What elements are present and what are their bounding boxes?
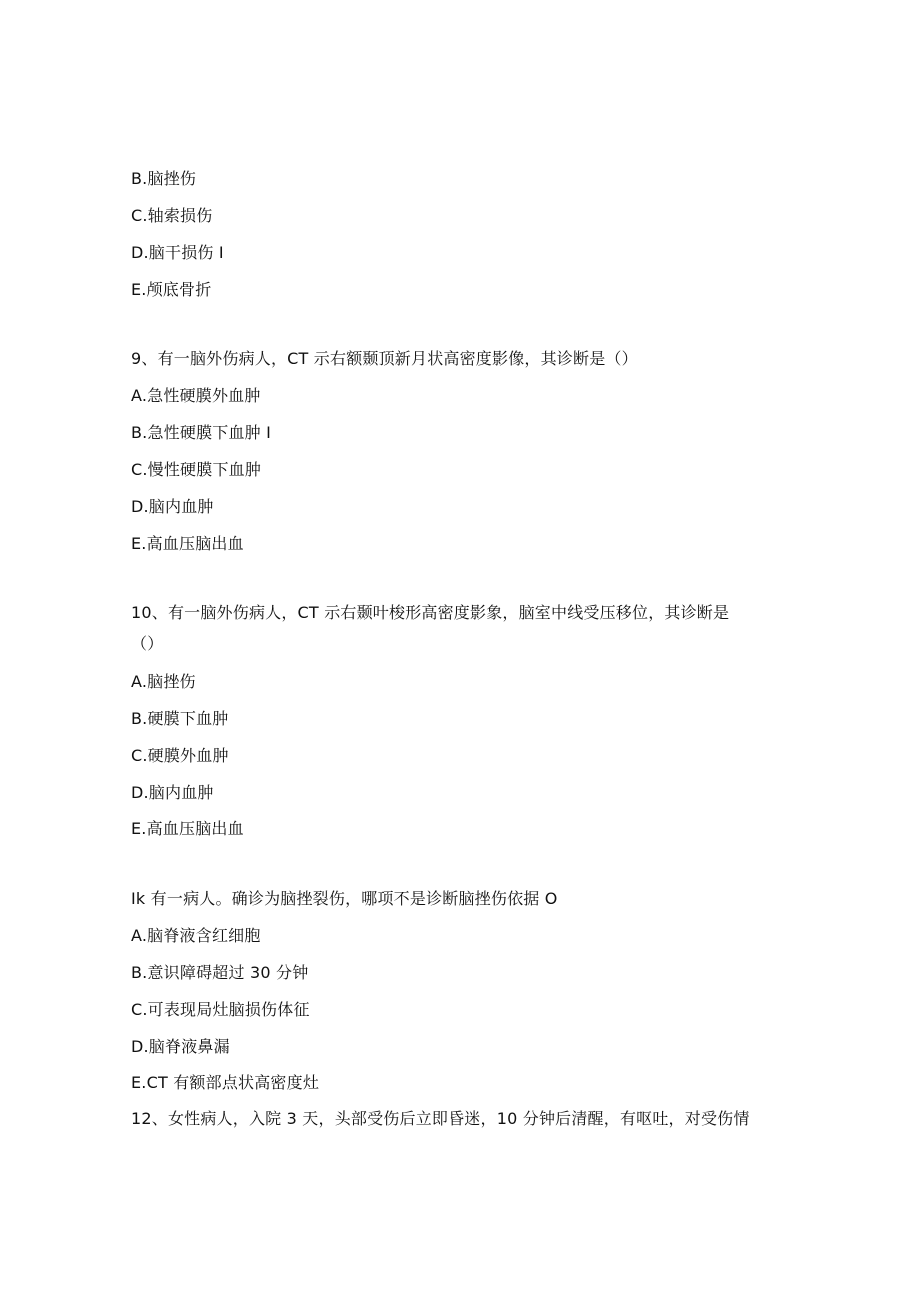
question-10-stem: 10、有一脑外伤病人，CT 示右颞叶梭形高密度影象，脑室中线受压移位，其诊断是 xyxy=(131,603,730,622)
question-11-stem: Ik 有一病人。确诊为脑挫裂伤，哪项不是诊断脑挫伤依据 O xyxy=(131,889,558,908)
question-9-option-a: A.急性硬膜外血肿 xyxy=(131,386,261,405)
question-9-option-c: C.慢性硬膜下血肿 xyxy=(131,460,262,479)
question-9-option-e: E.高血压脑出血 xyxy=(131,534,244,553)
question-9-option-d: D.脑内血肿 xyxy=(131,497,214,516)
question-11-option-a: A.脑脊液含红细胞 xyxy=(131,926,261,945)
question-9-stem: 9、有一脑外伤病人，CT 示右额颞顶新月状高密度影像，其诊断是（） xyxy=(131,349,638,368)
question-11-option-b: B.意识障碍超过 30 分钟 xyxy=(131,963,309,982)
question-12-stem: 12、女性病人，入院 3 天，头部受伤后立即昏迷，10 分钟后清醒，有呕吐，对受伤情 xyxy=(131,1109,750,1128)
question-11-option-c: C.可表现局灶脑损伤体征 xyxy=(131,1000,310,1019)
question-10-option-e: E.高血压脑出血 xyxy=(131,819,244,838)
question-10-option-b: B.硬膜下血肿 xyxy=(131,709,229,728)
question-11-option-d: D.脑脊液鼻漏 xyxy=(131,1037,230,1056)
option-c: C.轴索损伤 xyxy=(131,206,213,225)
option-d: D.脑干损伤 I xyxy=(131,243,224,262)
option-b: B.脑挫伤 xyxy=(131,169,197,188)
question-10-option-d: D.脑内血肿 xyxy=(131,783,214,802)
question-10-option-a: A.脑挫伤 xyxy=(131,672,196,691)
question-10-stem-cont: （） xyxy=(131,634,164,653)
option-e: E.颅底骨折 xyxy=(131,280,212,299)
question-10-option-c: C.硬膜外血肿 xyxy=(131,746,229,765)
question-9-option-b: B.急性硬膜下血肿 I xyxy=(131,423,272,442)
question-11-option-e: E.CT 有额部点状高密度灶 xyxy=(131,1073,320,1092)
